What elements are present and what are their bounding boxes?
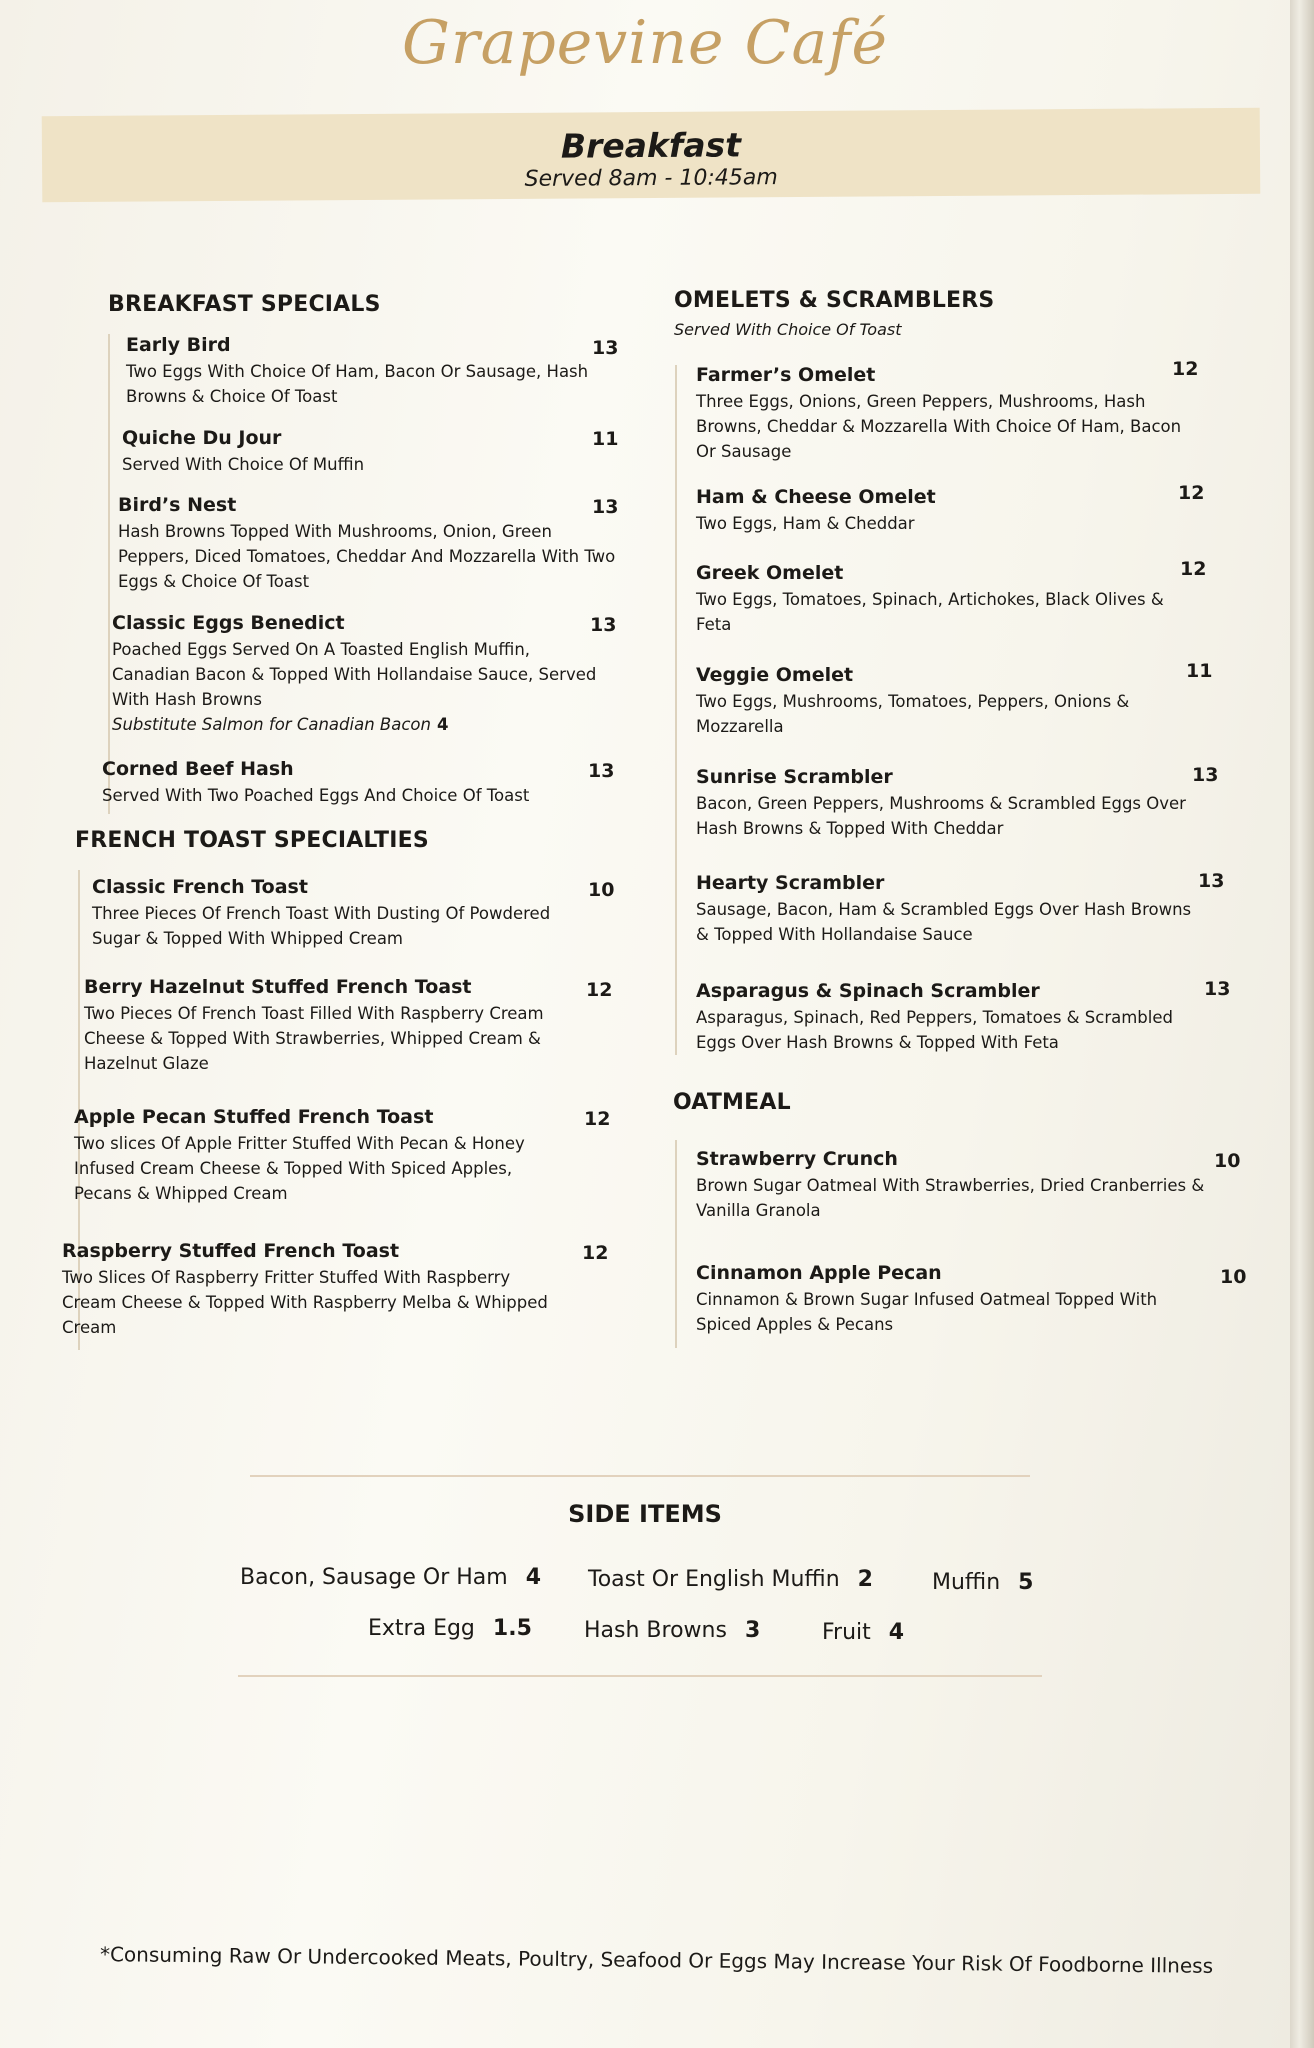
menu-item	[84, 976, 584, 1076]
menu-item	[112, 612, 602, 737]
side-item-price: 3	[744, 1618, 761, 1643]
side-item-name: Bacon, Sausage Or Ham	[240, 1565, 508, 1590]
menu-item	[696, 766, 1206, 841]
side-item	[584, 1618, 760, 1643]
item-description: Served With Two Poached Eggs And Choice Of Toast	[102, 786, 530, 805]
item-substitution	[112, 712, 602, 737]
section-note: Served With Choice Of Toast	[674, 320, 902, 339]
section-title-oatmeal: OATMEAL	[673, 1090, 791, 1115]
item-name: Corned Beef Hash	[102, 758, 294, 780]
item-price: 12	[1180, 558, 1207, 580]
item-name: Bird’s Nest	[118, 494, 237, 516]
banner-title: Breakfast	[560, 125, 742, 166]
item-price: 13	[588, 760, 615, 782]
item-description: Two slices Of Apple Fritter Stuffed With Pecan & Honey Infused Cream Cheese & Topped With Spiced Apples, Pecans & Whipped Cream	[74, 1134, 525, 1203]
item-name: Veggie Omelet	[696, 664, 854, 686]
item-price: 13	[1192, 764, 1219, 786]
item-price: 10	[1214, 1150, 1241, 1172]
item-price: 13	[592, 337, 619, 359]
item-price: 12	[584, 1108, 611, 1130]
item-name: Classic French Toast	[92, 876, 308, 898]
menu-item	[122, 427, 622, 477]
item-description: Bacon, Green Peppers, Mushrooms & Scrambled Eggs Over Hash Browns & Topped With Cheddar	[696, 794, 1186, 838]
menu-item	[696, 664, 1196, 739]
item-description: Served With Choice Of Muffin	[122, 455, 365, 474]
substitution-text: Substitute Salmon for Canadian Bacon	[112, 715, 431, 734]
section-divider	[108, 334, 110, 814]
side-item-name: Muffin	[932, 1570, 1001, 1595]
side-item	[368, 1616, 532, 1641]
section-title-french-toast: FRENCH TOAST SPECIALTIES	[75, 828, 429, 853]
cafe-logo-title: Grapevine Café	[401, 8, 888, 78]
side-item-name: Hash Browns	[584, 1618, 727, 1643]
item-name: Classic Eggs Benedict	[112, 612, 345, 634]
item-price: 13	[1198, 870, 1225, 892]
item-description: Three Eggs, Onions, Green Peppers, Mushrooms, Hash Browns, Cheddar & Mozzarella With Choice Of Ham, Bacon Or Sausage	[696, 392, 1182, 461]
side-item	[822, 1620, 904, 1645]
item-price: 10	[1220, 1266, 1247, 1288]
item-name: Asparagus & Spinach Scrambler	[696, 980, 1040, 1002]
side-item-price: 1.5	[492, 1616, 532, 1641]
side-item	[240, 1565, 541, 1590]
side-item	[932, 1570, 1033, 1595]
item-description: Three Pieces Of French Toast With Dusting Of Powdered Sugar & Topped With Whipped Cream	[92, 904, 551, 948]
banner-subtitle: Served 8am - 10:45am	[524, 165, 778, 192]
item-description: Two Eggs, Mushrooms, Tomatoes, Peppers, Onions & Mozzarella	[696, 692, 1130, 736]
item-price: 12	[586, 979, 613, 1001]
menu-item	[102, 758, 602, 808]
item-description: Sausage, Bacon, Ham & Scrambled Eggs Over Hash Browns & Topped With Hollandaise Sauce	[696, 900, 1192, 944]
menu-item	[92, 876, 592, 951]
item-description: Two Pieces Of French Toast Filled With Raspberry Cream Cheese & Topped With Strawberries, Whipped Cream & Hazelnut Glaze	[84, 1004, 544, 1073]
side-item-price: 4	[525, 1565, 542, 1590]
item-description: Hash Browns Topped With Mushrooms, Onion, Green Peppers, Diced Tomatoes, Cheddar And Mozzarella With Two Eggs & Choice Of Toast	[118, 522, 616, 591]
item-price: 12	[582, 1242, 609, 1264]
side-item-name: Fruit	[822, 1620, 871, 1645]
menu-item	[118, 494, 618, 594]
breakfast-banner	[42, 108, 1261, 203]
item-name: Apple Pecan Stuffed French Toast	[74, 1106, 434, 1128]
item-price: 10	[588, 879, 615, 901]
menu-item	[696, 364, 1196, 464]
item-price: 12	[1178, 482, 1205, 504]
item-description: Two Eggs With Choice Of Ham, Bacon Or Sausage, Hash Browns & Choice Of Toast	[126, 362, 589, 406]
item-name: Greek Omelet	[696, 562, 844, 584]
item-price: 13	[590, 614, 617, 636]
item-description: Brown Sugar Oatmeal With Strawberries, Dried Cranberries & Vanilla Granola	[696, 1176, 1205, 1220]
item-price: 11	[1186, 660, 1213, 682]
menu-item	[696, 1262, 1216, 1337]
section-title-breakfast-specials: BREAKFAST SPECIALS	[108, 292, 381, 317]
item-name: Hearty Scrambler	[696, 872, 885, 894]
section-divider	[675, 365, 677, 1055]
item-description: Two Eggs, Ham & Cheddar	[696, 514, 915, 533]
item-description: Two Eggs, Tomatoes, Spinach, Artichokes, Black Olives & Feta	[696, 590, 1164, 634]
item-name: Ham & Cheese Omelet	[696, 486, 936, 508]
item-name: Quiche Du Jour	[122, 427, 282, 449]
health-warning-footnote: *Consuming Raw Or Undercooked Meats, Poultry, Seafood Or Eggs May Increase Your Risk Of Foodborne Illness	[99, 1942, 1214, 1978]
item-name: Early Bird	[126, 334, 231, 356]
item-price: 12	[1172, 358, 1199, 380]
item-description: Poached Eggs Served On A Toasted English Muffin, Canadian Bacon & Topped With Hollandaise Sauce, Served With Hash Browns	[112, 640, 597, 709]
item-name: Cinnamon Apple Pecan	[696, 1262, 942, 1284]
item-price: 11	[592, 428, 619, 450]
item-name: Strawberry Crunch	[696, 1148, 898, 1170]
substitution-price: 4	[436, 715, 449, 734]
section-title-omelets: OMELETS & SCRAMBLERS	[674, 288, 995, 313]
side-item-price: 2	[857, 1567, 873, 1592]
menu-item	[696, 562, 1196, 637]
side-item	[588, 1567, 873, 1592]
item-price: 13	[1204, 978, 1231, 1000]
section-divider	[675, 1140, 677, 1348]
side-item-price: 5	[1018, 1570, 1034, 1595]
side-item-name: Toast Or English Muffin	[588, 1567, 840, 1592]
item-price: 13	[592, 496, 619, 518]
menu-item	[696, 1148, 1226, 1223]
menu-item	[62, 1240, 562, 1340]
item-description: Cinnamon & Brown Sugar Infused Oatmeal Topped With Spiced Apples & Pecans	[696, 1290, 1158, 1334]
paper-stack-edge	[1290, 0, 1314, 2048]
menu-item	[74, 1106, 574, 1206]
divider-bottom	[238, 1675, 1042, 1677]
side-item-name: Extra Egg	[368, 1616, 475, 1641]
item-name: Farmer’s Omelet	[696, 364, 876, 386]
section-title-side-items: SIDE ITEMS	[568, 1500, 722, 1528]
side-item-price: 4	[888, 1620, 905, 1645]
menu-item	[696, 980, 1206, 1055]
menu-item	[696, 872, 1206, 947]
menu-item	[126, 334, 626, 409]
item-description: Two Slices Of Raspberry Fritter Stuffed With Raspberry Cream Cheese & Topped With Raspberry Melba & Whipped Cream	[62, 1268, 548, 1337]
menu-item	[696, 486, 1196, 536]
item-name: Berry Hazelnut Stuffed French Toast	[84, 976, 472, 998]
item-name: Sunrise Scrambler	[696, 766, 893, 788]
item-name: Raspberry Stuffed French Toast	[62, 1240, 400, 1262]
divider-top	[250, 1475, 1030, 1477]
item-description: Asparagus, Spinach, Red Peppers, Tomatoes & Scrambled Eggs Over Hash Browns & Topped With Feta	[696, 1008, 1173, 1052]
